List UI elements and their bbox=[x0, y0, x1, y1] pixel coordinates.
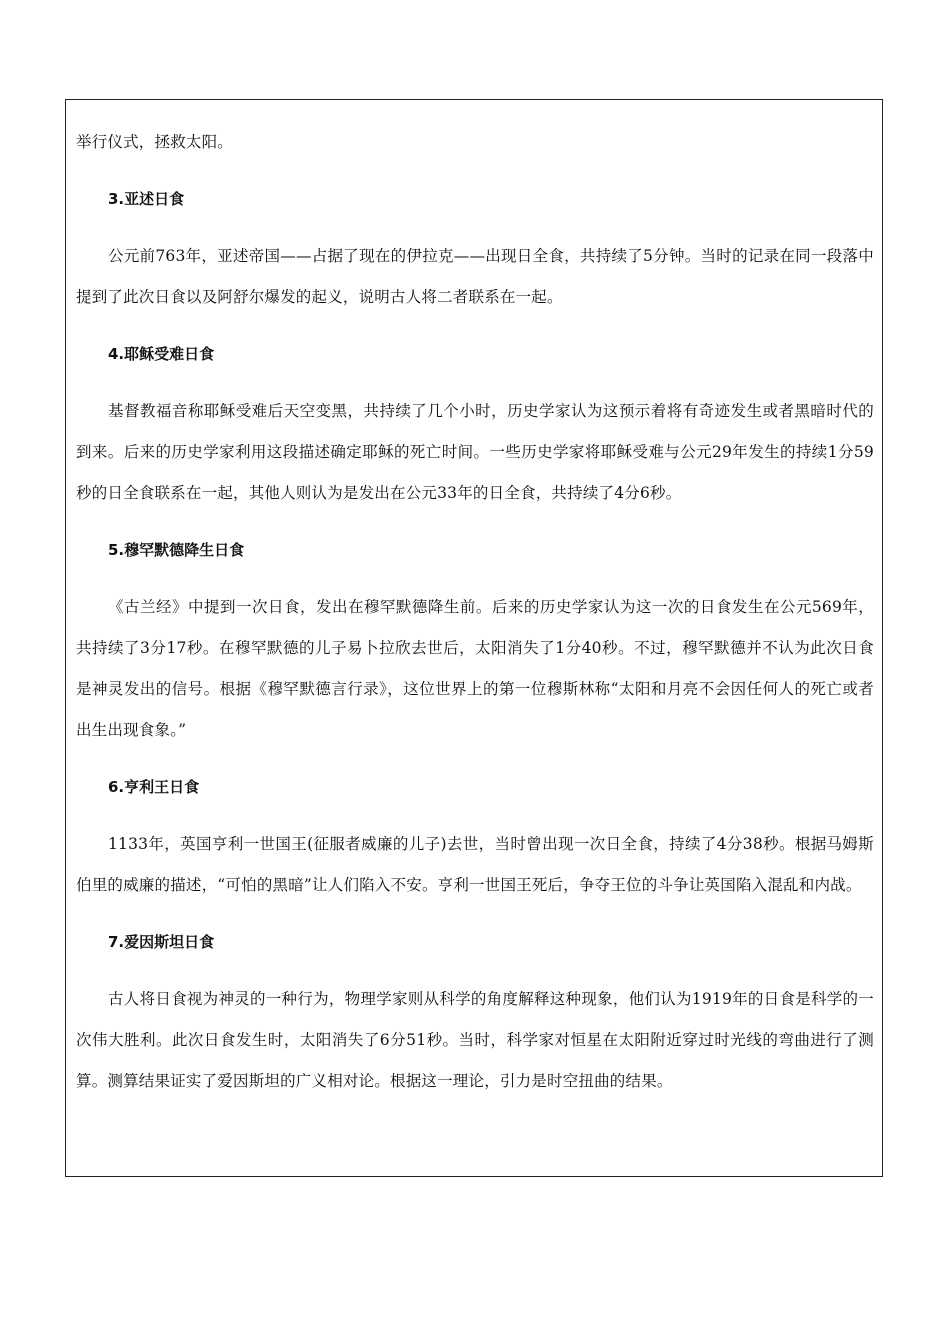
section-heading-henry: 6.亨利王日食 bbox=[108, 778, 200, 796]
intro-tail-text: 举行仪式，拯救太阳。 bbox=[76, 133, 234, 151]
section-heading-crucifixion: 4.耶稣受难日食 bbox=[108, 345, 215, 363]
section-paragraph-crucifixion: 基督教福音称耶稣受难后天空变黑，共持续了几个小时，历史学家认为这预示着将有奇迹发生或者黑暗时代的到来。后来的历史学家利用这段描述确定耶稣的死亡时间。一些历史学家将耶稣受难与公元29年发生的持续1分59秒的日全食联系在一起，其他人则认为是发出在公元33年的日全食，共持续了4分6秒。 bbox=[76, 402, 874, 502]
section-paragraph-henry: 1133年，英国亨利一世国王(征服者威廉的儿子)去世，当时曾出现一次日全食，持续了4分38秒。根据马姆斯伯里的威廉的描述，“可怕的黑暗”让人们陷入不安。亨利一世国王死后，争夺王位的斗争让英国陷入混乱和内战。 bbox=[76, 835, 874, 894]
section-paragraph-einstein: 古人将日食视为神灵的一种行为，物理学家则从科学的角度解释这种现象，他们认为1919年的日食是科学的一次伟大胜利。此次日食发生时，太阳消失了6分51秒。当时，科学家对恒星在太阳附近穿过时光线的弯曲进行了测算。测算结果证实了爱因斯坦的广义相对论。根据这一理论，引力是时空扭曲的结果。 bbox=[76, 990, 874, 1090]
section-paragraph-assyria: 公元前763年，亚述帝国——占据了现在的伊拉克——出现日全食，共持续了5分钟。当时的记录在同一段落中提到了此次日食以及阿舒尔爆发的起义，说明古人将二者联系在一起。 bbox=[76, 247, 874, 306]
section-heading-assyria: 3.亚述日食 bbox=[108, 190, 185, 208]
section-heading-muhammad: 5.穆罕默德降生日食 bbox=[108, 541, 245, 559]
section-paragraph-muhammad: 《古兰经》中提到一次日食，发出在穆罕默德降生前。后来的历史学家认为这一次的日食发生在公元569年，共持续了3分17秒。在穆罕默德的儿子易卜拉欣去世后，太阳消失了1分40秒。不过，穆罕默德并不认为此次日食是神灵发出的信号。根据《穆罕默德言行录》，这位世界上的第一位穆斯林称“太阳和月亮不会因任何人的死亡或者出生出现食象。” bbox=[76, 598, 874, 739]
section-heading-einstein: 7.爱因斯坦日食 bbox=[108, 933, 215, 951]
document-frame bbox=[65, 99, 883, 1177]
